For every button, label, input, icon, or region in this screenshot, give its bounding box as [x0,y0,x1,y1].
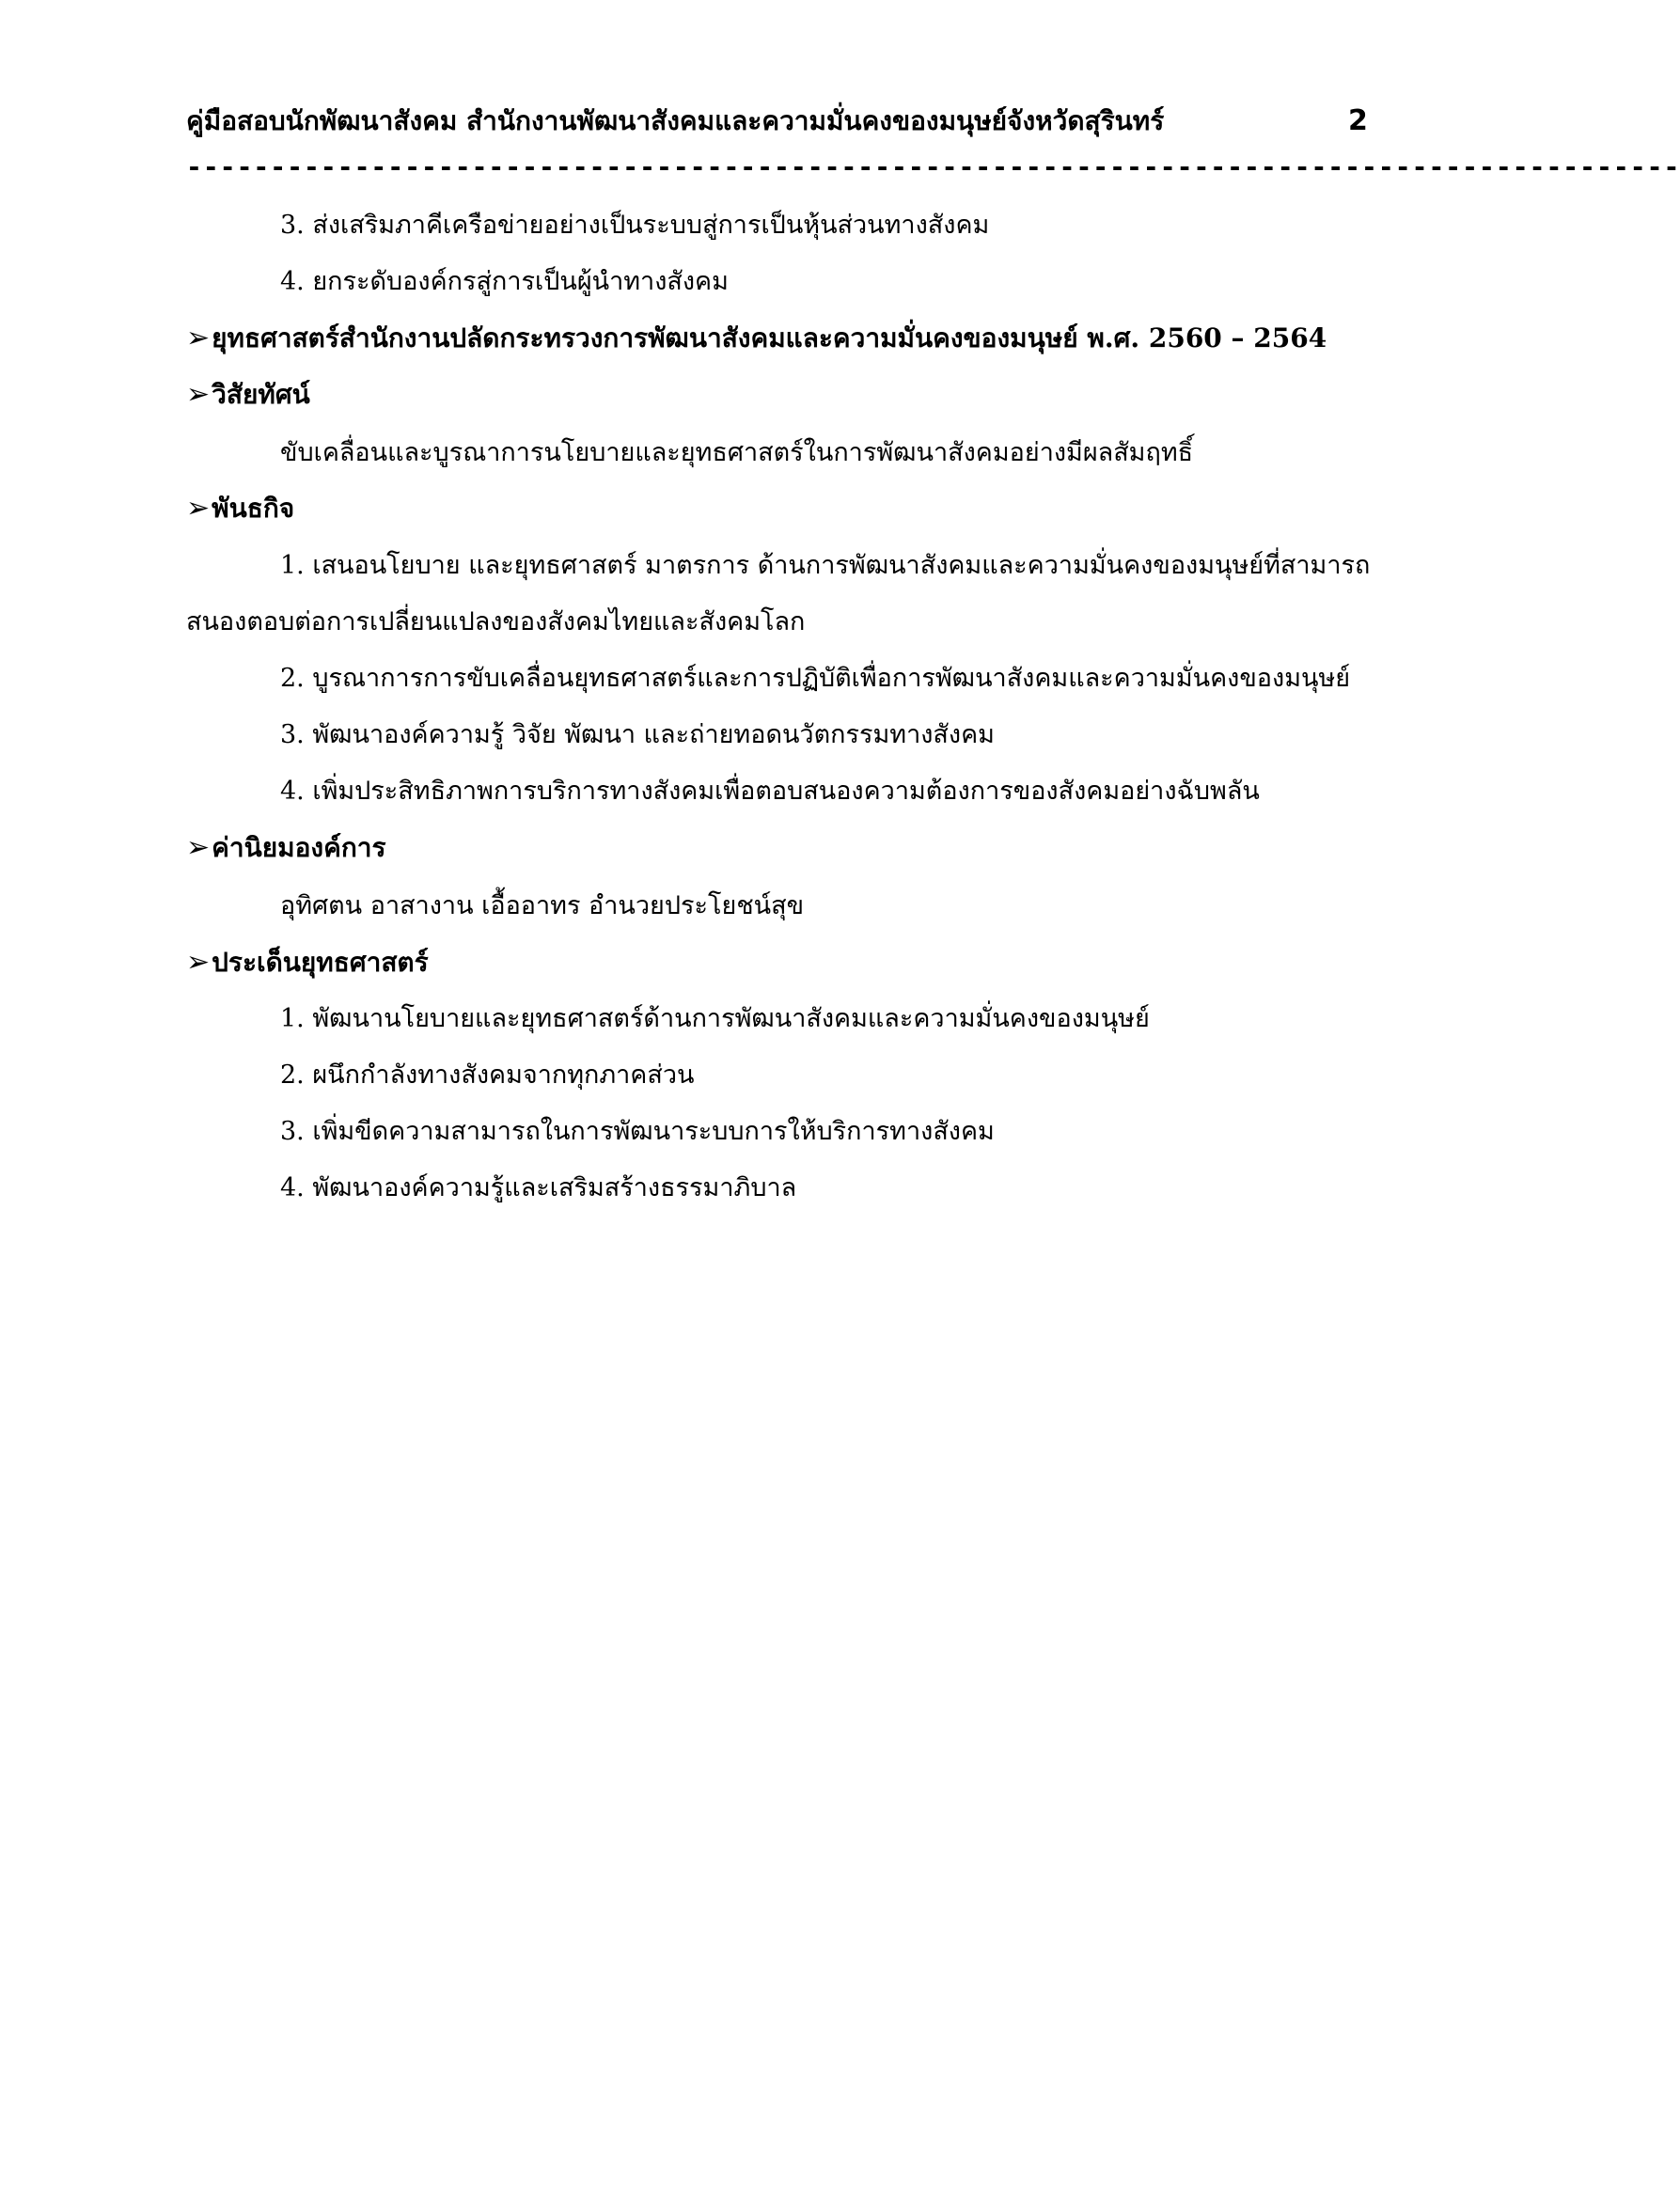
issue-item-4: 4. พัฒนาองค์ความรู้และเสริมสร้างธรรมาภิบาล [280,1173,797,1202]
issues-heading [186,944,429,982]
arrow-bullet-icon: ➢ [186,492,211,525]
values-heading-label: ค่านิยมองค์การ [212,832,386,863]
header-title: คู่มือสอบนักพัฒนาสังคม สำนักงานพัฒนาสังคมและความมั่นคงของมนุษย์จังหวัดสุรินทร์ [186,105,1165,136]
intro-item-3: 3. ส่งเสริมภาคีเครือข่ายอย่างเป็นระบบสู่การเป็นหุ้นส่วนทางสังคม [280,211,990,240]
mission-heading-label: พันธกิจ [212,493,295,524]
mission-item-4: 4. เพิ่มประสิทธิภาพการบริการทางสังคมเพื่อตอบสนองความต้องการของสังคมอย่างฉับพลัน [280,777,1260,806]
mission-heading [186,490,294,527]
arrow-bullet-icon: ➢ [186,378,211,411]
issue-item-2: 2. ผนึกกำลังทางสังคมจากทุกภาคส่วน [280,1060,695,1090]
issue-item-1: 1. พัฒนานโยบายและยุทธศาสตร์ด้านการพัฒนาสังคมและความมั่นคงของมนุษย์ [280,1004,1150,1033]
page-number: 2 [1348,104,1368,137]
issue-item-3: 3. เพิ่มขีดความสามารถในการพัฒนาระบบการให้บริการทางสังคม [280,1117,995,1146]
vision-text: ขับเคลื่อนและบูรณาการนโยบายและยุทธศาสตร์ในการพัฒนาสังคมอย่างมีผลสัมฤทธิ์ [280,438,1194,467]
mission-item-2: 2. บูรณาการการขับเคลื่อนยุทธศาสตร์และการปฏิบัติเพื่อการพัฒนาสังคมและความมั่นคงของมนุษย์ [280,664,1351,693]
strategy-heading [186,320,1327,357]
values-text: อุทิศตน อาสางาน เอื้ออาทร อำนวยประโยชน์สุข [280,891,805,920]
values-heading [186,829,386,867]
mission-item-3: 3. พัฒนาองค์ความรู้ วิจัย พัฒนา และถ่ายทอดนวัตกรรมทางสังคม [280,720,995,749]
issues-heading-label: ประเด็นยุทธศาสตร์ [212,947,429,978]
page-header [186,98,1408,145]
intro-item-4: 4. ยกระดับองค์กรสู่การเป็นผู้นำทางสังคม [280,267,729,296]
arrow-bullet-icon: ➢ [186,831,211,864]
mission-item-1-continued: สนองตอบต่อการเปลี่ยนแปลงของสังคมไทยและสังคมโลก [186,607,806,636]
arrow-bullet-icon: ➢ [186,946,211,979]
strategy-title: ยุทธศาสตร์สำนักงานปลัดกระทรวงการพัฒนาสังคมและความมั่นคงของมนุษย์ พ.ศ. 2560 – 2564 [212,322,1327,353]
arrow-bullet-icon: ➢ [186,322,211,354]
vision-heading-label: วิสัยทัศน์ [212,379,310,410]
vision-heading [186,376,310,414]
mission-item-1: 1. เสนอนโยบาย และยุทธศาสตร์ มาตรการ ด้านการพัฒนาสังคมและความมั่นคงของมนุษย์ที่สามารถ [280,551,1371,580]
header-divider: ----------------------------------------------------------------------------------------- [186,151,1680,182]
